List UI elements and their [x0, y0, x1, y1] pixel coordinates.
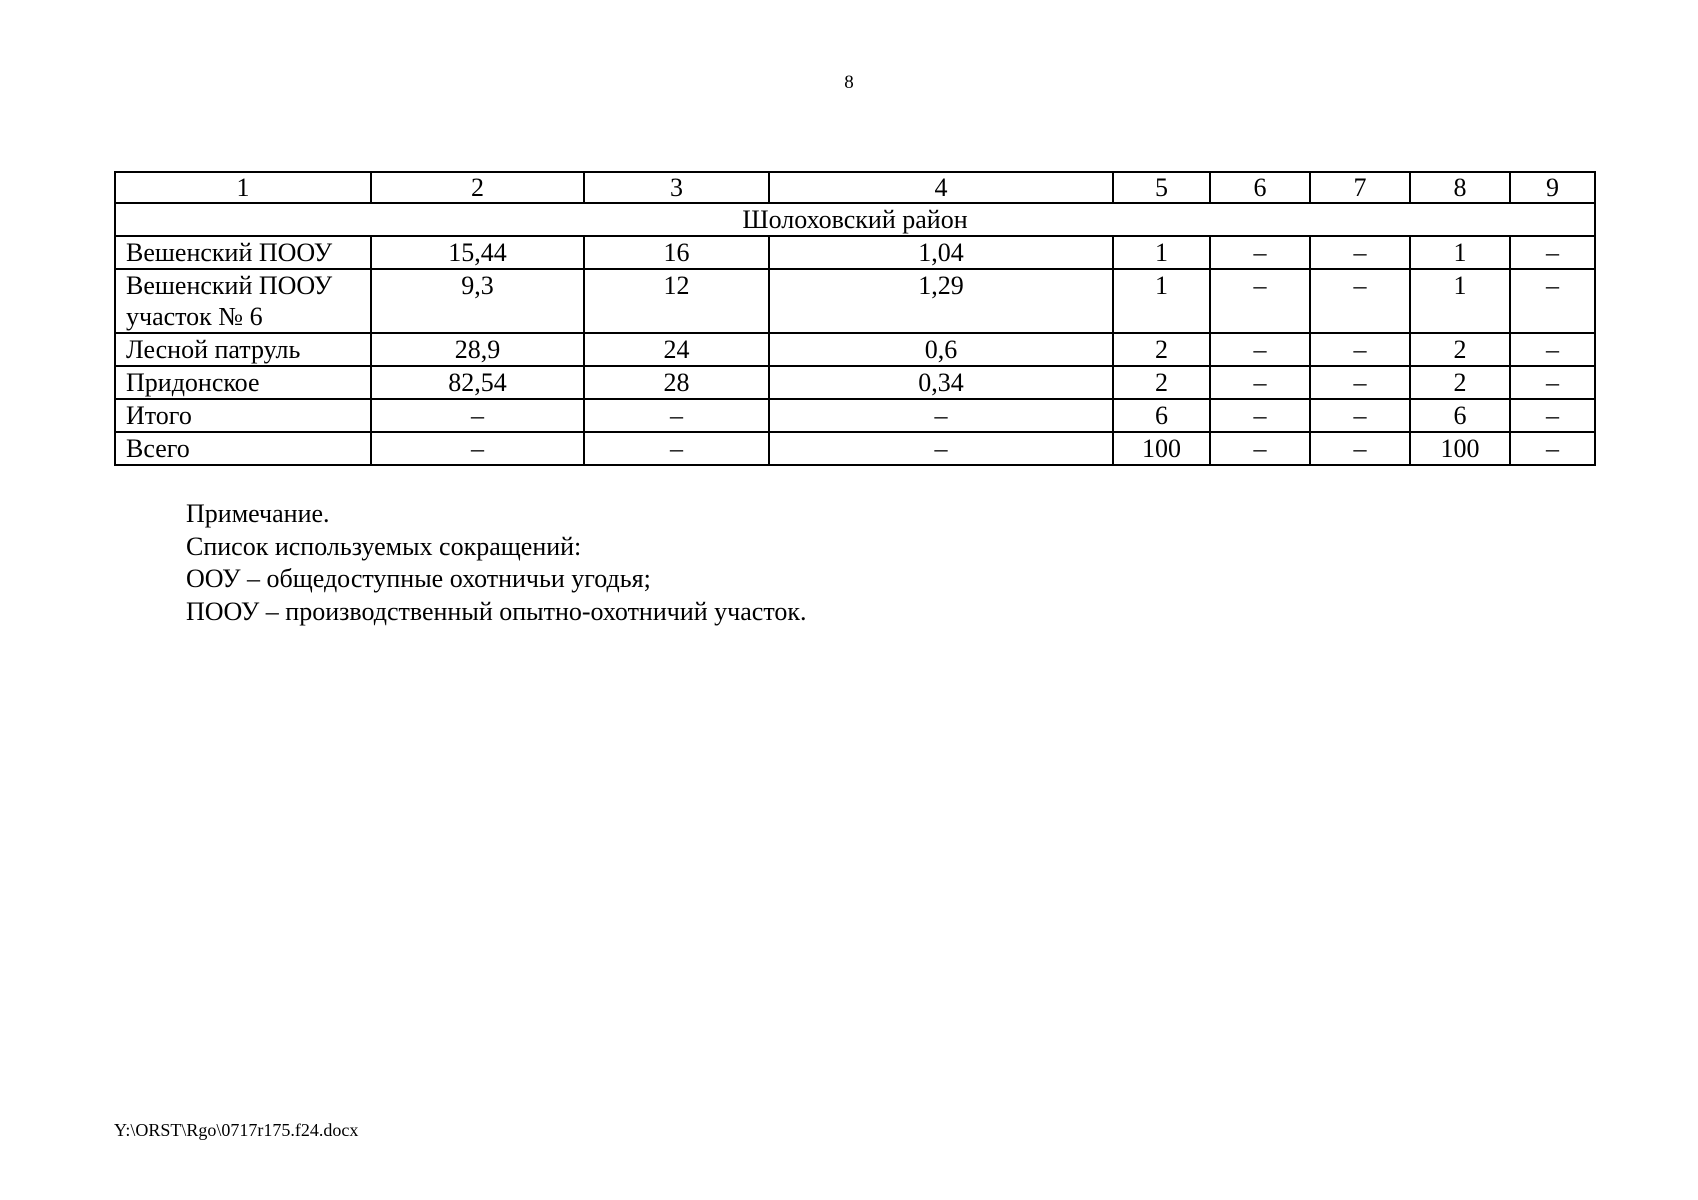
table-cell: –: [371, 399, 584, 432]
note-line: ПООУ – производственный опытно-охотничий участок.: [186, 596, 807, 626]
table-cell: –: [584, 432, 769, 465]
table-cell: –: [1210, 366, 1310, 399]
table-cell: –: [1310, 366, 1410, 399]
table-row: [115, 333, 1595, 366]
note-block: [186, 498, 806, 628]
row-name-cell: Вешенский ПООУ участок № 6: [115, 269, 371, 333]
table-cell: –: [1310, 269, 1410, 333]
table-cell: –: [1510, 366, 1595, 399]
table-cell: –: [1210, 269, 1310, 333]
column-number: 1: [115, 172, 371, 203]
table-cell: 1: [1113, 236, 1210, 269]
column-number: 5: [1113, 172, 1210, 203]
column-number: 6: [1210, 172, 1310, 203]
table-cell: 100: [1410, 432, 1510, 465]
table-cell: 1,04: [769, 236, 1113, 269]
table-cell: –: [769, 432, 1113, 465]
column-number: 3: [584, 172, 769, 203]
note-title: Примечание.: [186, 499, 330, 528]
section-title: Шолоховский район: [115, 203, 1595, 236]
table-cell: –: [1210, 236, 1310, 269]
table-cell: 24: [584, 333, 769, 366]
table-row: [115, 366, 1595, 399]
table-cell: 100: [1113, 432, 1210, 465]
table-cell: –: [1510, 432, 1595, 465]
table-cell: –: [371, 432, 584, 465]
table-cell: –: [1310, 236, 1410, 269]
table-cell: 0,6: [769, 333, 1113, 366]
table-cell: 28: [584, 366, 769, 399]
row-name-cell: Придонское: [115, 366, 371, 399]
table-cell: 12: [584, 269, 769, 333]
table-cell: 15,44: [371, 236, 584, 269]
column-number: 2: [371, 172, 584, 203]
table-row: [115, 236, 1595, 269]
table-cell: 2: [1113, 333, 1210, 366]
table-row: [115, 432, 1595, 465]
table-cell: –: [769, 399, 1113, 432]
table-cell: 1: [1410, 269, 1510, 333]
table-cell: –: [1310, 432, 1410, 465]
table-cell: 2: [1410, 333, 1510, 366]
section-row: [115, 203, 1595, 236]
row-name-cell: Всего: [115, 432, 371, 465]
table-cell: –: [1510, 236, 1595, 269]
footer-file-path: Y:\ORST\Rgo\0717r175.f24.docx: [114, 1120, 359, 1140]
table-cell: –: [1310, 333, 1410, 366]
table-cell: 0,34: [769, 366, 1113, 399]
note-line: Список используемых сокращений:: [186, 531, 582, 561]
table-cell: –: [584, 399, 769, 432]
table-cell: –: [1210, 333, 1310, 366]
table-cell: 1: [1410, 236, 1510, 269]
row-name-cell: Лесной патруль: [115, 333, 371, 366]
data-table: [114, 171, 1596, 466]
table-header-row: [115, 172, 1595, 203]
table-cell: 2: [1410, 366, 1510, 399]
table-cell: 6: [1113, 399, 1210, 432]
column-number: 4: [769, 172, 1113, 203]
table-cell: 28,9: [371, 333, 584, 366]
row-name-cell: Итого: [115, 399, 371, 432]
table-cell: 6: [1410, 399, 1510, 432]
column-number: 8: [1410, 172, 1510, 203]
table-row: [115, 399, 1595, 432]
row-name-cell: Вешенский ПООУ: [115, 236, 371, 269]
table-row: [115, 269, 1595, 333]
table-cell: –: [1510, 269, 1595, 333]
table-cell: –: [1210, 399, 1310, 432]
table-cell: 16: [584, 236, 769, 269]
column-number: 9: [1510, 172, 1595, 203]
table-cell: 1: [1113, 269, 1210, 333]
table-cell: –: [1510, 333, 1595, 366]
table-cell: 82,54: [371, 366, 584, 399]
table-cell: 9,3: [371, 269, 584, 333]
note-line: ООУ – общедоступные охотничьи угодья;: [186, 564, 651, 593]
table-cell: 1,29: [769, 269, 1113, 333]
table-cell: 2: [1113, 366, 1210, 399]
table-cell: –: [1210, 432, 1310, 465]
table-cell: –: [1310, 399, 1410, 432]
page-number: 8: [844, 72, 854, 93]
column-number: 7: [1310, 172, 1410, 203]
table-cell: –: [1510, 399, 1595, 432]
